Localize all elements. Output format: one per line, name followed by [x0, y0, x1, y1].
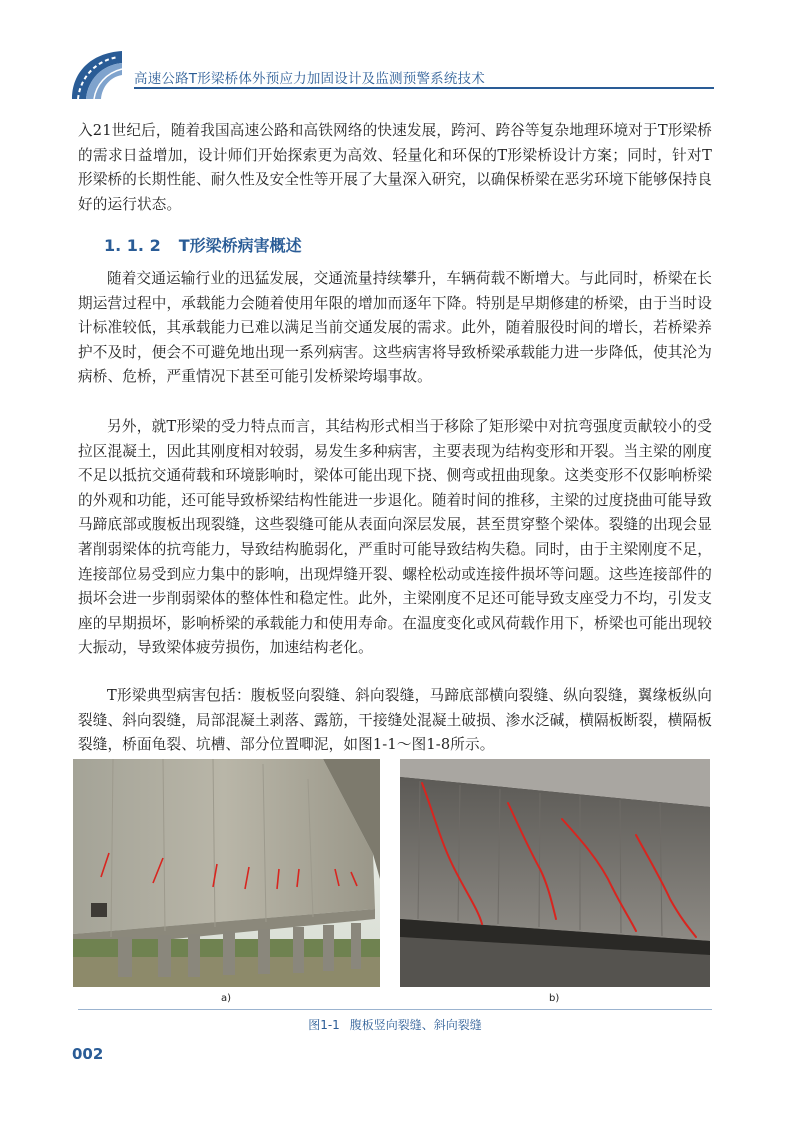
section-number: 1. 1. 2 — [104, 236, 161, 255]
body-paragraph: 随着交通运输行业的迅猛发展，交通流量持续攀升，车辆荷载不断增大。与此同时，桥梁在长期运营过程中，承载能力会随着使用年限的增加而逐年下降。特别是早期修建的桥梁，由于当时设计标准较低，其承载能力已难以满足当前交通发展的需求。此外，随着服役时间的增长，若桥梁养护不及时，便会不可避免地出现一系列病害。这些病害将导致桥梁承载能力进一步降低，使其沦为病桥、危桥，严重情况下甚至可能引发桥梁垮塌事故。 — [78, 270, 712, 386]
figure-photo-a — [73, 759, 380, 987]
figure-number: 图1-1 — [308, 1018, 340, 1032]
intro-paragraph: 入21世纪后，随着我国高速公路和高铁网络的快速发展，跨河、跨谷等复杂地理环境对于T形梁桥的需求日益增加，设计师们开始探索更为高效、轻量化和环保的T形梁桥设计方案；同时，针对T形梁桥的长期性能、耐久性及安全性等开展了大量深入研究，以确保桥梁在恶劣环境下能够保持良好的运行状态。 — [78, 122, 712, 213]
figure-caption — [0, 1016, 790, 1033]
page-number: 002 — [72, 1045, 104, 1063]
page-header — [0, 0, 790, 110]
figure-photo-b — [400, 759, 710, 987]
figure-sublabel-a: a) — [221, 993, 232, 1004]
body-paragraph: T形梁典型病害包括：腹板竖向裂缝、斜向裂缝，马蹄底部横向裂缝、纵向裂缝，翼缘板纵向裂缝、斜向裂缝，局部混凝土剥落、露筋，干接缝处混凝土破损、渗水泛碱，横隔板断裂，横隔板裂缝，桥面龟裂、坑槽、部分位置唧泥，如图1-1～图1-8所示。 — [78, 687, 712, 754]
caption-divider — [78, 1009, 712, 1010]
section-heading — [104, 233, 302, 256]
section-title: T形梁桥病害概述 — [178, 236, 302, 255]
header-divider — [134, 87, 714, 89]
figure-sublabel-b: b) — [549, 993, 560, 1004]
body-paragraph: 另外，就T形梁的受力特点而言，其结构形式相当于移除了矩形梁中对抗弯强度贡献较小的受拉区混凝土，因此其刚度相对较弱，易发生多种病害，主要表现为结构变形和开裂。当主梁的刚度不足以抵抗交通荷载和环境影响时，梁体可能出现下挠、侧弯或扭曲现象。这类变形不仅影响桥梁的外观和功能，还可能导致桥梁结构性能进一步退化。随着时间的推移，主梁的过度挠曲可能导致马蹄底部或腹板出现裂缝，这些裂缝可能从表面向深层发展，甚至贯穿整个梁体。裂缝的出现会显著削弱梁体的抗弯能力，导致结构脆弱化，严重时可能导致结构失稳。同时，由于主梁刚度不足，连接部位易受到应力集中的影响，出现焊缝开裂、螺栓松动或连接件损坏等问题。这些连接部件的损坏会进一步削弱梁体的整体性和稳定性。此外，主梁刚度不足还可能导致支座受力不均，引发支座的早期损坏，影响桥梁的承载能力和使用寿命。在温度变化或风荷载作用下，桥梁也可能出现较大振动，导致梁体疲劳损伤，加速结构老化。 — [78, 418, 712, 657]
figure-caption-text: 腹板竖向裂缝、斜向裂缝 — [349, 1018, 482, 1032]
running-header-title: 高速公路T形梁桥体外预应力加固设计及监测预警系统技术 — [134, 71, 485, 87]
highway-road-logo-icon — [68, 45, 124, 101]
